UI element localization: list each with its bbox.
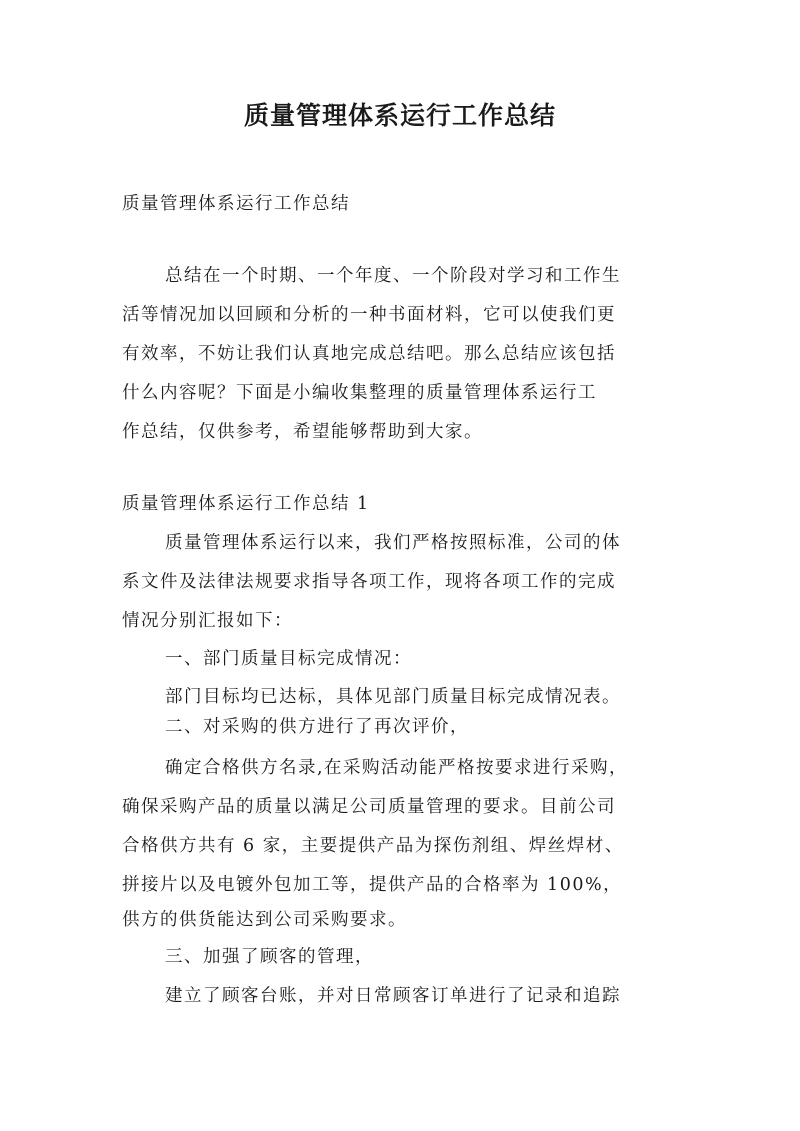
body-line: 一、部门质量目标完成情况： <box>165 649 412 669</box>
document-title: 质量管理体系运行工作总结 <box>243 101 556 130</box>
body-line: 二、对采购的供方进行了再次评价， <box>165 717 469 737</box>
body-line: 供方的供货能达到公司采购要求。 <box>122 910 407 930</box>
intro-line: 作总结，仅供参考，希望能够帮助到大家。 <box>122 422 483 442</box>
body-line: 建立了顾客台账，并对日常顾客订单进行了记录和追踪 <box>165 986 621 1006</box>
body-line: 三、加强了顾客的管理， <box>165 947 374 967</box>
body-line: 部门目标均已达标，具体见部门质量目标完成情况表。 <box>165 687 621 707</box>
intro-line: 有效率，不妨让我们认真地完成总结吧。那么总结应该包括 <box>122 344 616 364</box>
body-line: 确定合格供方名录,在采购活动能严格按要求进行采购， <box>165 758 629 778</box>
subtitle: 质量管理体系运行工作总结 <box>122 194 350 214</box>
intro-line: 什么内容呢？下面是小编收集整理的质量管理体系运行工 <box>122 383 597 403</box>
intro-line: 活等情况加以回顾和分析的一种书面材料，它可以使我们更 <box>122 305 616 325</box>
section-heading: 质量管理体系运行工作总结 1 <box>122 494 370 514</box>
body-line: 系文件及法律法规要求指导各项工作，现将各项工作的完成 <box>122 572 616 592</box>
body-line: 拼接片以及电镀外包加工等，提供产品的合格率为 100%， <box>122 875 623 895</box>
intro-line: 总结在一个时期、一个年度、一个阶段对学习和工作生 <box>165 266 621 286</box>
body-line: 情况分别汇报如下： <box>122 611 293 631</box>
body-line: 质量管理体系运行以来，我们严格按照标准，公司的体 <box>165 533 621 553</box>
body-line: 确保采购产品的质量以满足公司质量管理的要求。目前公司 <box>122 797 616 817</box>
body-line: 合格供方共有 6 家，主要提供产品为探伤剂组、焊丝焊材、 <box>122 836 624 856</box>
